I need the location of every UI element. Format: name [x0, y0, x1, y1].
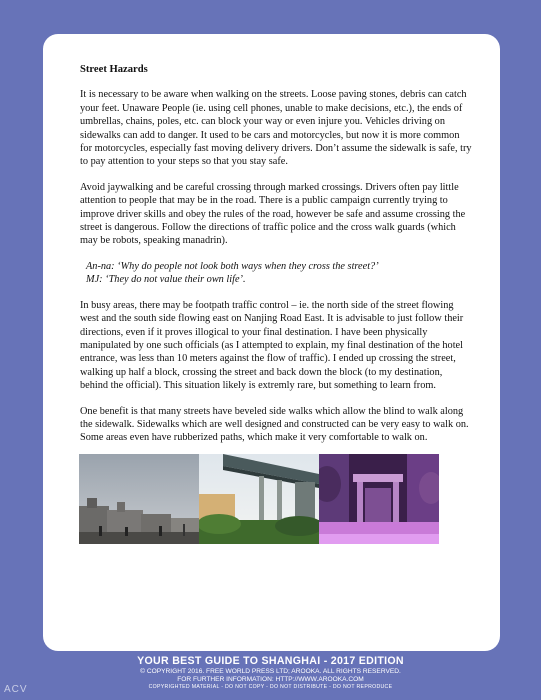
- dialog-quote: [86, 260, 472, 287]
- page-card: [43, 34, 500, 651]
- paragraph-sidewalks: One benefit is that many streets have beveled side walks which allow the blind to walk along the sidewalk. Sidewalks which are well designed and constructed can be very easy to walk on. Some areas even have rubberized paths, which make it very comfortable to walk on.: [80, 405, 469, 444]
- footer: [0, 655, 541, 691]
- footer-copyright: © COPYRIGHT 2016. FREE WORLD PRESS LTD; AROOKA. ALL RIGHTS RESERVED.: [140, 668, 401, 675]
- paragraph-traffic-control: In busy areas, there may be footpath traffic control – ie. the north side of the street flowing west and the south side flowing east on Nanjing Road East. It is advisable to just follow their directions, even if it proves illogical to your final destination. I have been physically manipulated by one such officials (as I attempted to explain, my final destination of the hotel entrance, was less than 10 meters against the flow of traffic). I ended up crossing the street, walking up half a block, crossing the street and back down the block (to my destination, behind the official). This situation likely is extremly rare, but something to learn from.: [80, 299, 464, 392]
- corner-mark: ACV: [4, 684, 28, 695]
- dialog-line-mj: MJ: ‘They do not value their own life’.: [86, 274, 246, 286]
- elevated-walkway-photo: [199, 454, 319, 544]
- section-heading: Street Hazards: [80, 64, 148, 75]
- footer-notice: COPYRIGHTED MATERIAL - DO NOT COPY - DO NOT DISTRIBUTE - DO NOT REPRODUCE: [148, 684, 393, 690]
- purple-lit-plaza-photo: [319, 454, 439, 544]
- footer-info: FOR FURTHER INFORMATION: HTTP://WWW.AROOKA.COM: [177, 676, 364, 683]
- bund-street-photo: [79, 454, 199, 544]
- article-content: [80, 63, 472, 457]
- footer-title: YOUR BEST GUIDE TO SHANGHAI - 2017 EDITION: [137, 655, 404, 667]
- paragraph-jaywalking: Avoid jaywalking and be careful crossing through marked crossings. Drivers often pay little attention to people that may be in the road. There is a public campaign currently trying to improve driver skills and obey the rules of the road, however be safe and assume crossing the street is dangerous. Follow the directions of traffic police and the cross walk guards (which may be robots, speaking manadrin).: [80, 181, 466, 247]
- paragraph-awareness: It is necessary to be aware when walking on the streets. Loose paving stones, debris can catch your feet. Unaware People (ie. using cell phones, unable to make decisions, etc.), the ends of umbrellas, chains, poles, etc. can block your way or even injure you. Vehicles driving on sidewalks can add to danger. It used to be cars and motorcycles, but now it is more common for motorcycles, especially fast moving delivery drivers. Don’t assume the sidewalk is safe, try to pay attention to your steps so that you stay safe.: [80, 89, 472, 168]
- dialog-line-anna: An-na: ‘Why do people not look both ways when they cross the street?’: [86, 260, 379, 272]
